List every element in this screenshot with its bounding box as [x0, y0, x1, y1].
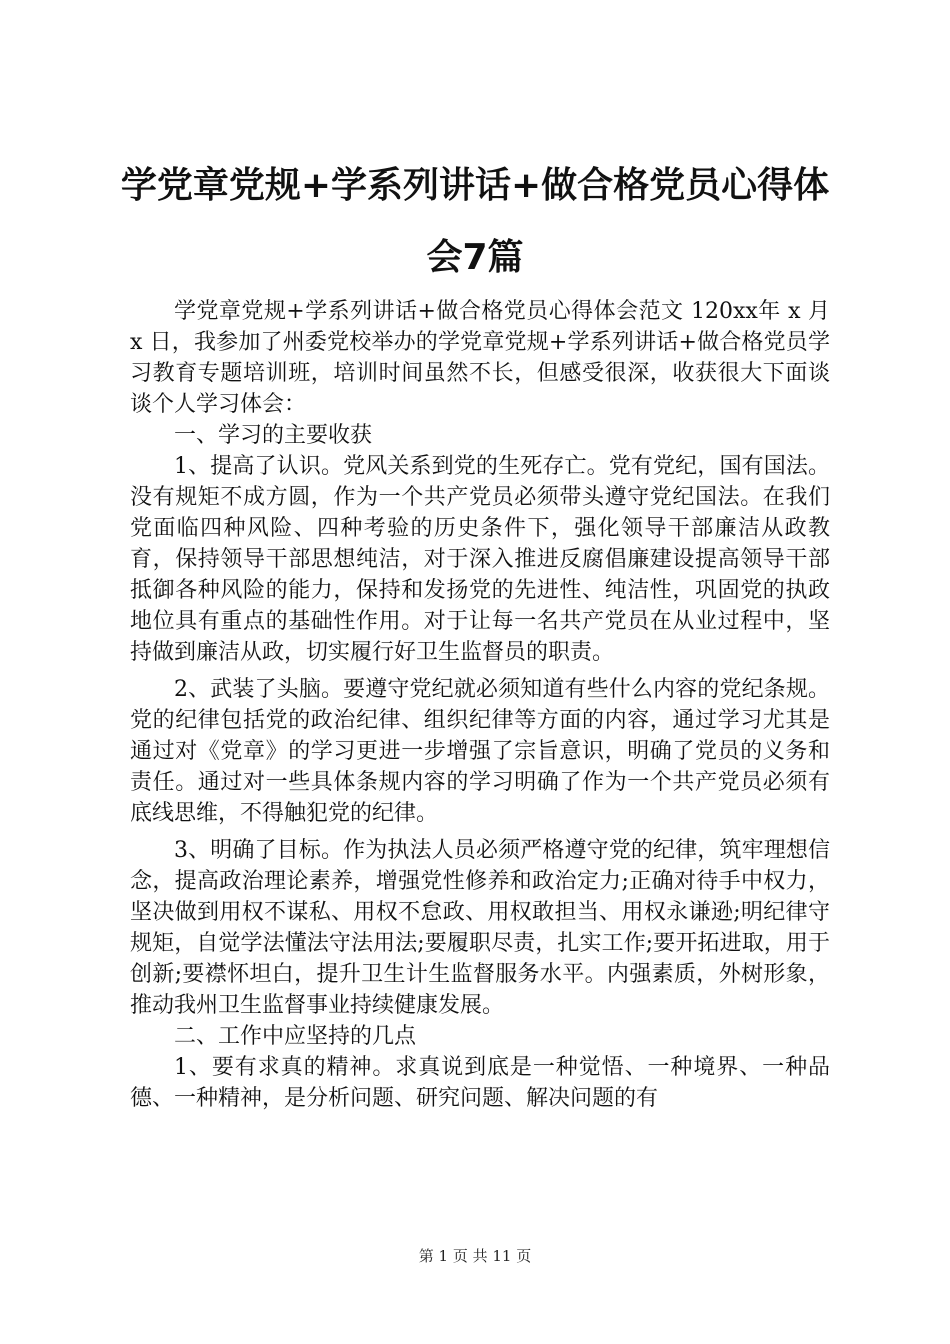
section-heading-2: 二、工作中应坚持的几点: [174, 1024, 417, 1049]
paragraph-intro: 学党章党规+学系列讲话+做合格党员心得体会范文 120xx年 x 月 x 日，我参加了州委党校举办的学党章党规+学系列讲话+做合格党员学习教育专题培训班，培训时间虽然不长，但感受很深，收获很大下面谈谈个人学习体会：: [130, 299, 830, 417]
page-footer: 第 1 页 共 11 页: [418, 1247, 532, 1265]
section-heading-1: 一、学习的主要收获: [174, 423, 373, 448]
document-title: 学党章党规+学系列讲话+做合格党员心得体会7篇: [120, 165, 830, 278]
paragraph-1-2: 2、武装了头脑。要遵守党纪就必须知道有些什么内容的党纪条规。党的纪律包括党的政治纪律、组织纪律等方面的内容，通过学习尤其是通过对《党章》的学习更进一步增强了宗旨意识，明确了党员的义务和责任。通过对一些具体条规内容的学习明确了作为一个共产党员必须有底线思维，不得触犯党的纪律。: [130, 677, 830, 826]
document-body: [130, 296, 830, 1114]
paragraph-1-3: 3、明确了目标。作为执法人员必须严格遵守党的纪律，筑牢理想信念，提高政治理论素养，增强党性修养和政治定力;正确对待手中权力，坚决做到用权不谋私、用权不怠政、用权敢担当、用权永谦逊;明纪律守规矩，自觉学法懂法守法用法;要履职尽责，扎实工作;要开拓进取，用于创新;要襟怀坦白，提升卫生计生监督服务水平。内强素质，外树形象，推动我州卫生监督事业持续健康发展。: [130, 838, 830, 1018]
paragraph-2-1: 1、要有求真的精神。求真说到底是一种觉悟、一种境界、一种品德、一种精神，是分析问题、研究问题、解决问题的有: [130, 1055, 830, 1111]
paragraph-1-1: 1、提高了认识。党风关系到党的生死存亡。党有党纪，国有国法。没有规矩不成方圆，作为一个共产党员必须带头遵守党纪国法。在我们党面临四种风险、四种考验的历史条件下，强化领导干部廉洁从政教育，保持领导干部思想纯洁，对于深入推进反腐倡廉建设提高领导干部抵御各种风险的能力，保持和发扬党的先进性、纯洁性，巩固党的执政地位具有重点的基础性作用。对于让每一名共产党员在从业过程中，坚持做到廉洁从政，切实履行好卫生监督员的职责。: [130, 454, 830, 665]
